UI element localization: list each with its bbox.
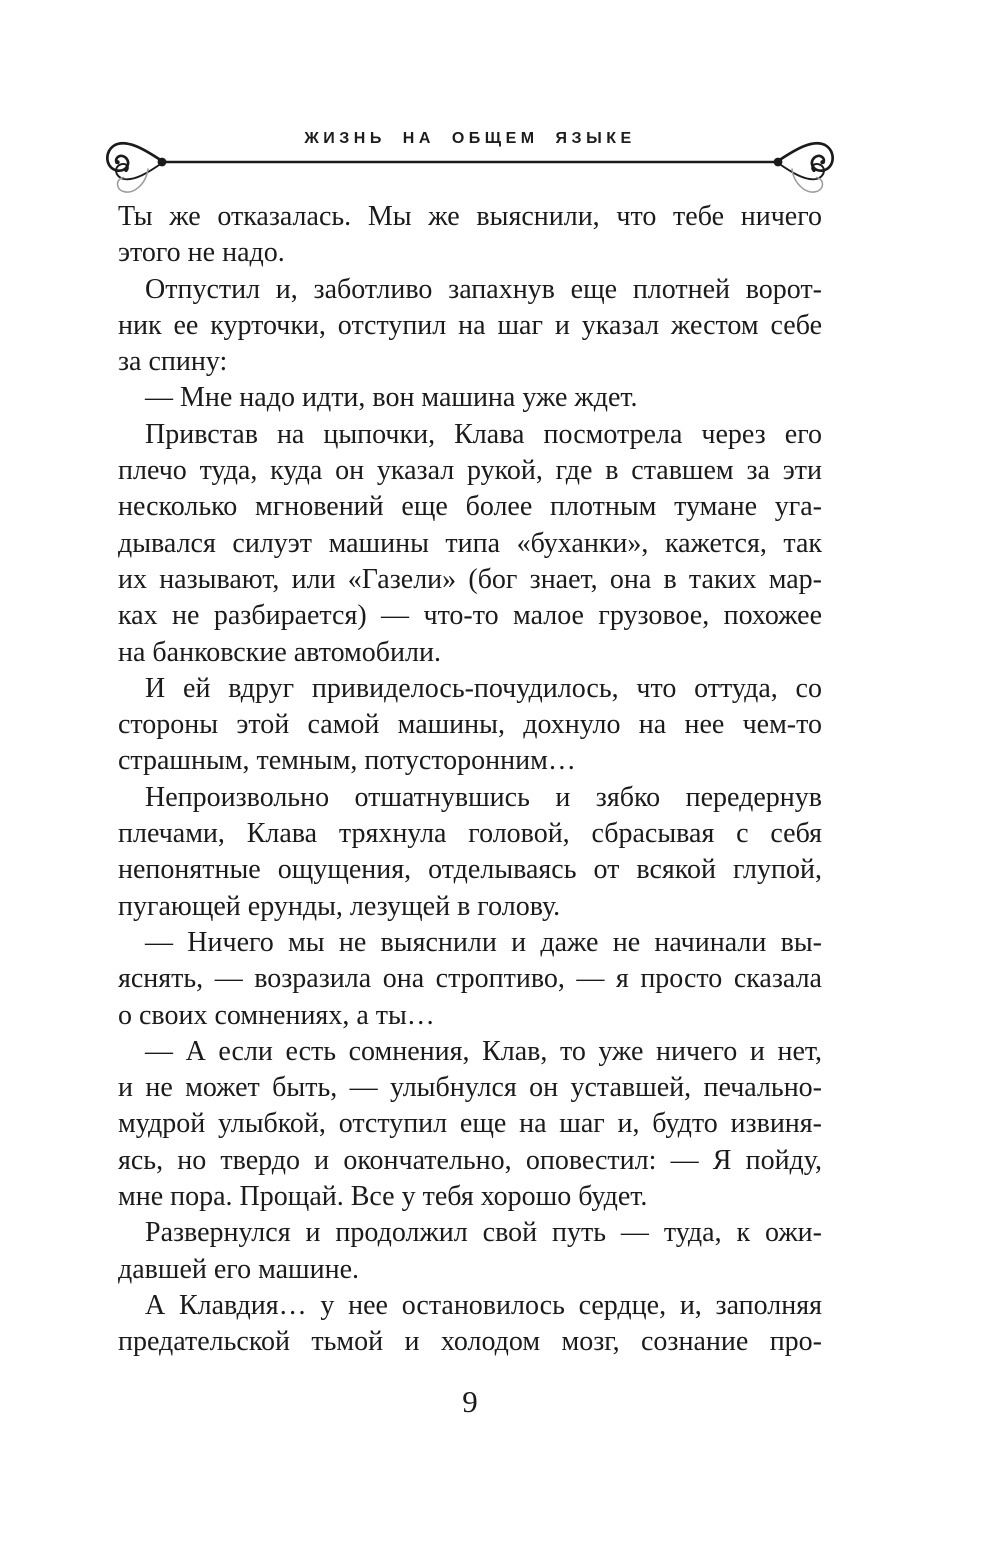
text-line: непонятные ощущения, отделываясь от всякой глупой,	[118, 854, 822, 886]
text-line: И ей вдруг привиделось-почудилось, что оттуда, со	[145, 672, 822, 704]
text-line: Непроизвольно отшатнувшись и зябко передернув	[145, 781, 822, 813]
text-line: на банковские автомобили.	[118, 636, 441, 668]
text-line: ках не разбирается) — что-то малое грузовое, похожее	[118, 600, 822, 632]
text-line: яснять, — возразила она строптиво, — я просто сказала	[118, 963, 822, 995]
text-line: страшным, темным, потусторонним…	[118, 745, 576, 777]
text-line: этого не надо.	[118, 237, 285, 269]
flourish-right-icon	[774, 143, 833, 192]
text-line: их называют, или «Газели» (бог знает, она в таких мар-	[118, 563, 822, 595]
body-text	[118, 199, 822, 1361]
text-line: и не может быть, — улыбнулся он уставшей, печально-	[118, 1072, 822, 1104]
text-line: мудрой улыбкой, отступил еще на шаг и, будто извиня-	[118, 1108, 822, 1140]
page-number: 9	[462, 1384, 478, 1419]
text-line: ясь, но твердо и окончательно, оповестил: — Я пойду,	[118, 1144, 822, 1176]
text-line: о своих сомнениях, а ты…	[118, 999, 435, 1031]
flourish-left-icon	[107, 143, 166, 192]
text-line: плечами, Клава тряхнула головой, сбрасывая с себя	[118, 818, 822, 850]
text-line: — Ничего мы не выяснили и даже не начинали вы-	[145, 926, 822, 958]
text-line: — Мне надо идти, вон машина уже ждет.	[145, 382, 638, 414]
text-line: Привстав на цыпочки, Клава посмотрела через его	[145, 418, 822, 450]
text-line: А Клавдия… у нее остановилось сердце, и, заполняя	[145, 1289, 822, 1321]
text-line: ник ее курточки, отступил на шаг и указал жестом себе	[118, 309, 822, 341]
flourish-divider	[104, 136, 836, 198]
text-line: — А если есть сомнения, Клав, то уже ничего и нет,	[145, 1035, 822, 1067]
running-head-title: ЖИЗНЬ НА ОБЩЕМ ЯЗЫКЕ	[304, 130, 636, 147]
text-line: стороны этой самой машины, дохнуло на нее чем-то	[118, 709, 822, 741]
text-line: Отпустил и, заботливо запахнув еще плотней ворот-	[145, 273, 822, 305]
text-line: дывался силуэт машины типа «буханки», кажется, так	[118, 527, 822, 559]
text-line: за спину:	[118, 346, 228, 378]
text-line: предательской тьмой и холодом мозг, сознание про-	[118, 1326, 822, 1358]
text-line: плечо туда, куда он указал рукой, где в ставшем за эти	[118, 455, 822, 487]
text-line: пугающей ерунды, лезущей в голову.	[118, 890, 561, 922]
text-line: Ты же отказалась. Мы же выяснили, что тебе ничего	[118, 201, 822, 232]
text-line: давшей его машине.	[118, 1253, 359, 1285]
text-line: мне пора. Прощай. Все у тебя хорошо будет.	[118, 1181, 648, 1213]
text-line: Развернулся и продолжил свой путь — туда, к ожи-	[145, 1217, 822, 1249]
text-line: несколько мгновений еще более плотным тумане уга-	[118, 491, 822, 523]
